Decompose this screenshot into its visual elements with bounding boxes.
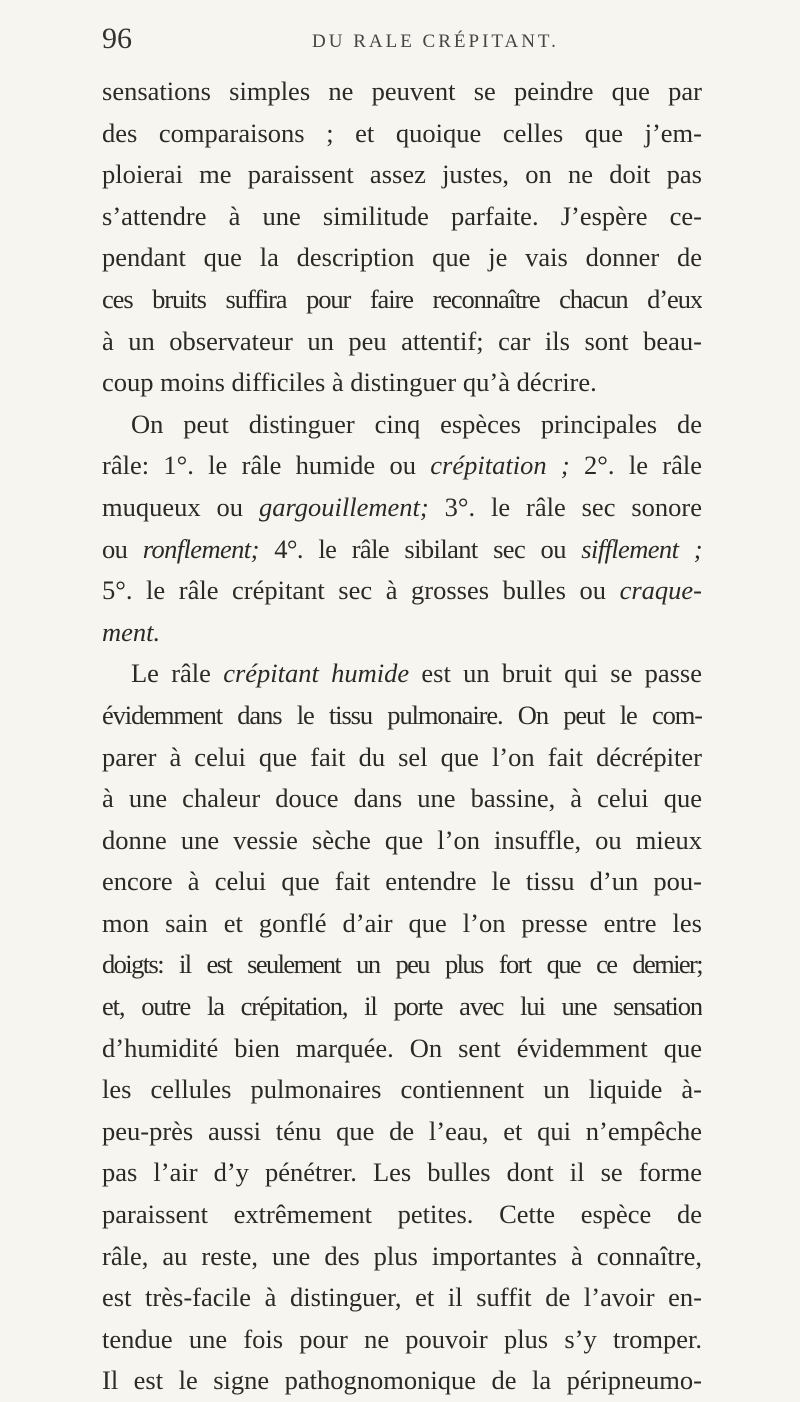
italic-term: craque- xyxy=(619,575,702,606)
text-line: ploierai me paraissent assez justes, on ne doit pas xyxy=(102,159,702,190)
text-line: doigts: il est seulement un peu plus fort que ce dernier; xyxy=(102,949,702,980)
page-number: 96 xyxy=(102,22,132,55)
italic-term: sifflement ; xyxy=(581,533,702,564)
text-line xyxy=(102,612,702,654)
text-line: pendant que la description que je vais donner de xyxy=(102,242,702,273)
text-line: 5°. le râle crépitant sec à grosses bulles ou craque- xyxy=(102,575,702,606)
italic-term: gargouillement; xyxy=(258,491,429,522)
text-line: pas l’air d’y pénétrer. Les bulles dont il se forme xyxy=(102,1157,702,1188)
text-line: ces bruits suffira pour faire reconnaître chacun d’eux xyxy=(102,283,702,314)
text-line: On peut distinguer cinq espèces principales de xyxy=(131,408,702,439)
text-line: râle: 1°. le râle humide ou crépitation ; 2°. le râle xyxy=(102,450,702,481)
italic-term: ronflement; xyxy=(142,533,259,564)
text-line: les cellules pulmonaires contiennent un liquide à- xyxy=(102,1074,702,1105)
text-line: parer à celui que fait du sel que l’on fait décrépiter xyxy=(102,741,702,772)
text-line: mon sain et gonflé d’air que l’on presse entre les xyxy=(102,907,702,938)
text-line: évidemment dans le tissu pulmonaire. On peut le com- xyxy=(102,699,702,730)
body-text xyxy=(102,71,702,1402)
text-line: muqueux ou gargouillement; 3°. le râle sec sonore xyxy=(102,491,702,522)
text-line: ou ronflement; 4°. le râle sibilant sec ou sifflement ; xyxy=(102,533,702,564)
italic-term: crépitant humide xyxy=(223,658,410,689)
text-line: donne une vessie sèche que l’on insuffle, ou mieux xyxy=(102,824,702,855)
text-line: râle, au reste, une des plus importantes à connaître, xyxy=(102,1240,702,1271)
text-line: s’attendre à une similitude parfaite. J’espère ce- xyxy=(102,200,702,231)
text-line: encore à celui que fait entendre le tissu d’un pou- xyxy=(102,866,702,897)
text-line: d’humidité bien marquée. On sent évidemment que xyxy=(102,1032,702,1063)
text-line: est très-facile à distinguer, et il suffit de l’avoir en- xyxy=(102,1282,702,1313)
text-line: à une chaleur douce dans une bassine, à celui que xyxy=(102,783,702,814)
italic-term: crépitation ; xyxy=(430,450,570,481)
text-line: paraissent extrêmement petites. Cette espèce de xyxy=(102,1199,702,1230)
text-line: coup moins difficiles à distinguer qu’à décrire. xyxy=(102,367,597,398)
text-line: Il est le signe pathognomonique de la péripneumo- xyxy=(102,1365,702,1396)
text-line: sensations simples ne peuvent se peindre que par xyxy=(102,76,702,106)
page-header xyxy=(102,22,702,62)
text-line: Le râle crépitant humide est un bruit qui se passe xyxy=(131,658,702,689)
running-head: DU RALE CRÉPITANT. xyxy=(312,31,559,52)
text-line: à un observateur un peu attentif; car ils sont beau- xyxy=(102,325,702,356)
text-line: et, outre la crépitation, il porte avec lui une sensation xyxy=(102,991,702,1022)
text-line: peu-près aussi ténu que de l’eau, et qui n’empêche xyxy=(102,1115,702,1146)
text-line: tendue une fois pour ne pouvoir plus s’y tromper. xyxy=(102,1323,702,1354)
text-line: des comparaisons ; et quoique celles que j’em- xyxy=(102,117,702,148)
italic-term: ment. xyxy=(102,616,161,647)
